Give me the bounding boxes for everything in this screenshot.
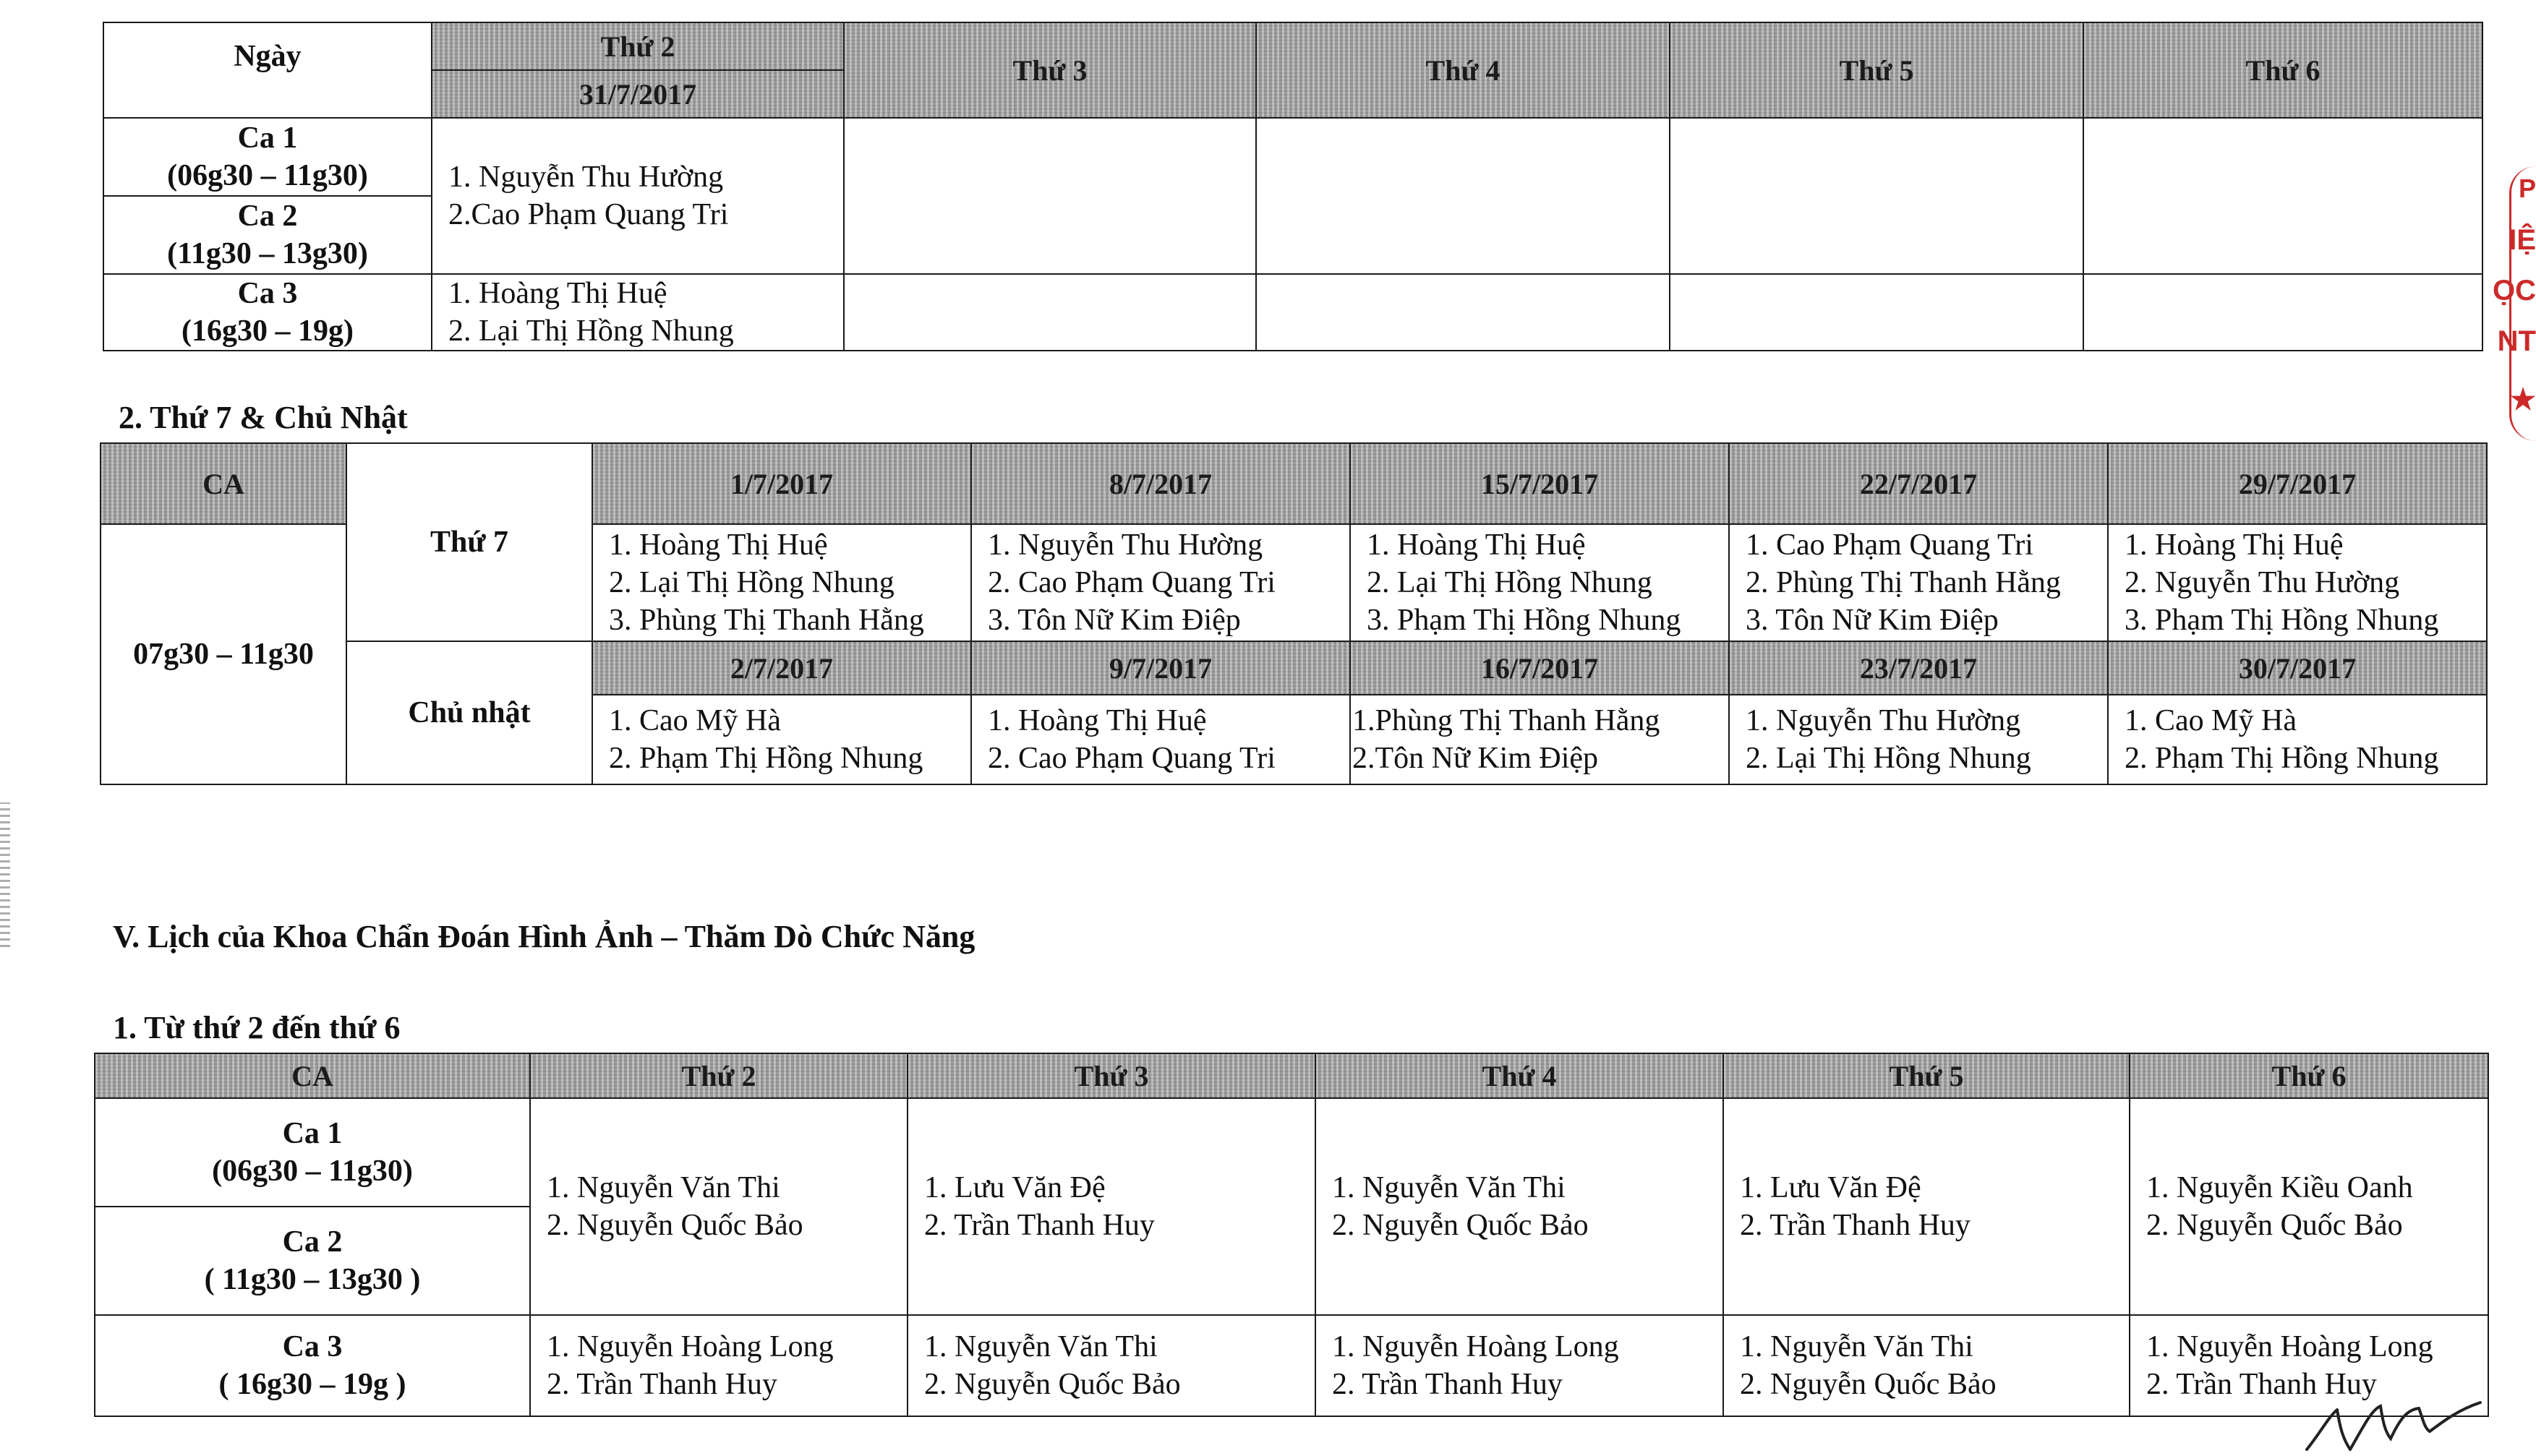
section5-subheading: 1. Từ thứ 2 đến thứ 6 [113,1010,401,1045]
thu7-label: Thứ 7 [346,443,592,641]
sat-date-4: 22/7/2017 [1729,443,2108,524]
ngay-header: Ngày [103,22,432,118]
sat-names-2: 1. Nguyễn Thu Hường 2. Cao Phạm Quang Tri 3. Tôn Nữ Kim Điệp [971,524,1350,641]
cdha-day-thu4: Thứ 4 [1315,1053,1723,1098]
cdha-ca12-thu6: 1. Nguyễn Kiều Oanh 2. Nguyễn Quốc Bảo [2130,1098,2488,1315]
ca12-thu4-cell [1256,118,1670,274]
chu-nhat-label: Chủ nhật [346,641,592,784]
sun-names-2: 1. Hoàng Thị Huệ 2. Cao Phạm Quang Tri [971,695,1350,784]
ca3-thu6-cell [2083,274,2482,351]
sun-names-5: 1. Cao Mỹ Hà 2. Phạm Thị Hồng Nhung [2108,695,2487,784]
day-header-thu6: Thứ 6 [2083,22,2482,118]
cdha-ca12-thu4: 1. Nguyễn Văn Thi 2. Nguyễn Quốc Bảo [1315,1098,1723,1315]
sun-date-1: 2/7/2017 [592,641,971,695]
cdha-ca3-thu3: 1. Nguyễn Văn Thi 2. Nguyễn Quốc Bảo [908,1315,1315,1416]
ca3-label: Ca 3 (16g30 – 19g) [103,274,432,351]
cdha-ca12-thu2: 1. Nguyễn Văn Thi 2. Nguyễn Quốc Bảo [530,1098,908,1315]
table-top-weekday [103,22,2483,351]
ca3-thu4-cell [1256,274,1670,351]
section5-heading: V. Lịch của Khoa Chẩn Đoán Hình Ảnh – Thăm Dò Chức Năng [113,919,975,954]
table-weekend [100,442,2488,785]
sat-names-1: 1. Hoàng Thị Huệ 2. Lại Thị Hồng Nhung 3. Phùng Thị Thanh Hằng [592,524,971,641]
section2-heading: 2. Thứ 7 & Chủ Nhật [119,400,408,435]
day-header-thu2: Thứ 2 [432,22,844,70]
cdha-day-thu3: Thứ 3 [908,1053,1315,1098]
sun-date-3: 16/7/2017 [1350,641,1729,695]
ca12-thu6-cell [2083,118,2482,274]
ca-header: CA [101,443,346,524]
ca3-thu5-cell [1670,274,2083,351]
sat-names-4: 1. Cao Phạm Quang Tri 2. Phùng Thị Thanh Hằng 3. Tôn Nữ Kim Điệp [1729,524,2108,641]
sun-names-1: 1. Cao Mỹ Hà 2. Phạm Thị Hồng Nhung [592,695,971,784]
cdha-ca12-thu3: 1. Lưu Văn Đệ 2. Trần Thanh Huy [908,1098,1315,1315]
ca12-thu3-cell [844,118,1256,274]
cdha-ca1-label: Ca 1 (06g30 – 11g30) [95,1098,530,1207]
sat-date-3: 15/7/2017 [1350,443,1729,524]
cdha-day-thu2: Thứ 2 [530,1053,908,1098]
sat-names-5: 1. Hoàng Thị Huệ 2. Nguyễn Thu Hường 3. Phạm Thị Hồng Nhung [2108,524,2487,641]
day-header-thu3: Thứ 3 [844,22,1256,118]
ca3-thu2-names: 1. Hoàng Thị Huệ 2. Lại Thị Hồng Nhung [432,274,844,351]
stamp-fragment: P IỆ ỌC NT ★ [2509,166,2536,441]
sat-date-5: 29/7/2017 [2108,443,2487,524]
ca3-thu3-cell [844,274,1256,351]
time-label: 07g30 – 11g30 [101,524,346,784]
ca12-thu2-names: 1. Nguyễn Thu Hường 2.Cao Phạm Quang Tri [432,118,844,274]
cdha-ca3-thu5: 1. Nguyễn Văn Thi 2. Nguyễn Quốc Bảo [1723,1315,2130,1416]
ca12-thu5-cell [1670,118,2083,274]
ca-header-cdha: CA [95,1053,530,1098]
day-header-thu5: Thứ 5 [1670,22,2083,118]
scan-artifact [0,802,10,947]
sat-date-1: 1/7/2017 [592,443,971,524]
cdha-day-thu5: Thứ 5 [1723,1053,2130,1098]
table-cdha-weekday [94,1053,2489,1417]
ca1-label: Ca 1 (06g30 – 11g30) [103,118,432,196]
ca2-label: Ca 2 (11g30 – 13g30) [103,196,432,274]
sat-names-3: 1. Hoàng Thị Huệ 2. Lại Thị Hồng Nhung 3. Phạm Thị Hồng Nhung [1350,524,1729,641]
signature-scribble [2300,1388,2488,1453]
sun-names-4: 1. Nguyễn Thu Hường 2. Lại Thị Hồng Nhung [1729,695,2108,784]
sun-date-2: 9/7/2017 [971,641,1350,695]
sat-date-2: 8/7/2017 [971,443,1350,524]
sun-names-3: 1.Phùng Thị Thanh Hằng 2.Tôn Nữ Kim Điệp [1350,695,1729,784]
cdha-ca3-thu6: 1. Nguyễn Hoàng Long 2. Trần Thanh Huy [2130,1315,2488,1416]
cdha-ca3-thu4: 1. Nguyễn Hoàng Long 2. Trần Thanh Huy [1315,1315,1723,1416]
day-header-thu4: Thứ 4 [1256,22,1670,118]
cdha-ca3-thu2: 1. Nguyễn Hoàng Long 2. Trần Thanh Huy [530,1315,908,1416]
date-thu2: 31/7/2017 [432,70,844,118]
cdha-ca2-label: Ca 2 ( 11g30 – 13g30 ) [95,1207,530,1315]
sun-date-4: 23/7/2017 [1729,641,2108,695]
cdha-ca12-thu5: 1. Lưu Văn Đệ 2. Trần Thanh Huy [1723,1098,2130,1315]
cdha-ca3-label: Ca 3 ( 16g30 – 19g ) [95,1315,530,1416]
sun-date-5: 30/7/2017 [2108,641,2487,695]
cdha-day-thu6: Thứ 6 [2130,1053,2488,1098]
